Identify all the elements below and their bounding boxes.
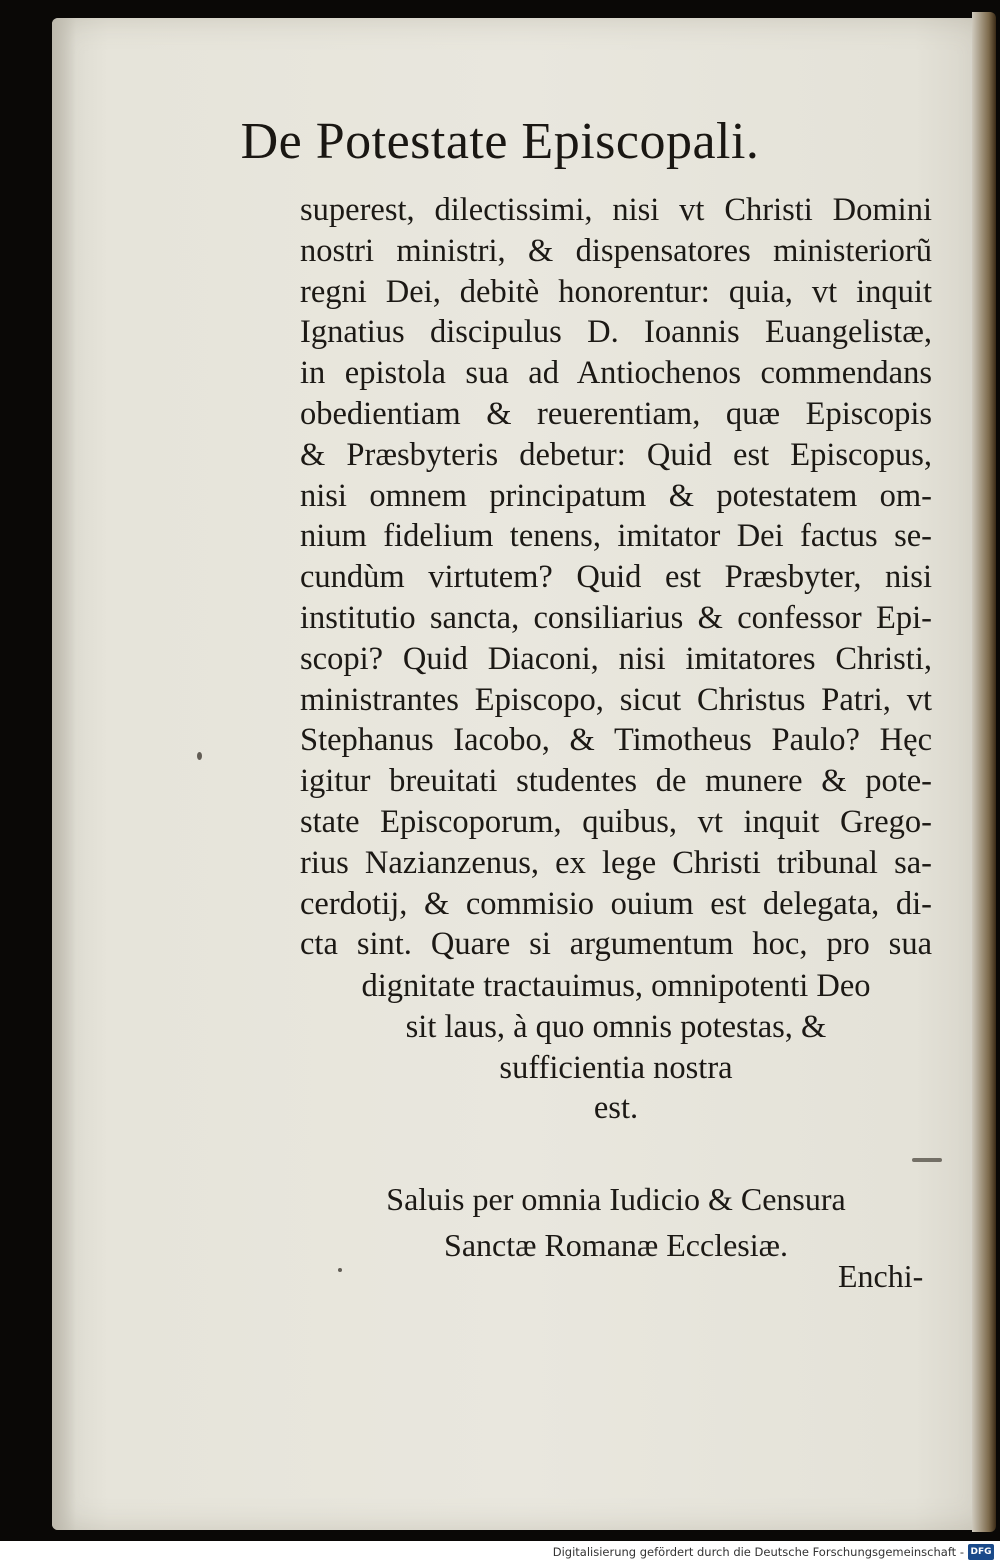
ink-mark	[197, 752, 202, 760]
text-line: ministrantes Episcopo, sicut Christus Patri, vt	[300, 681, 932, 718]
text-line: nisi omnem principatum & potestatem om-	[300, 477, 932, 514]
page-edge	[972, 12, 996, 1532]
text-line: institutio sancta, consiliarius & confessor Epi-	[300, 599, 932, 636]
text-line: est.	[593, 1090, 639, 1127]
text-line: sufficientia nostra	[499, 1049, 733, 1086]
ink-mark	[338, 1268, 342, 1272]
page-heading: De Potestate Episcopali.	[240, 113, 760, 170]
censura-line: Sanctæ Romanæ Ecclesiæ.	[444, 1227, 788, 1263]
text-line: dignitate tractauimus, omnipotenti Deo	[361, 968, 871, 1004]
text-line: nium fidelium tenens, imitator Dei factus se-	[300, 518, 932, 555]
text-line: regni Dei, debitè honorentur: quia, vt inquit	[300, 273, 932, 310]
text-line: Ignatius discipulus D. Ioannis Euangelistæ,	[300, 314, 932, 351]
text-line: cerdotij, & commisio ouium est delegata, di-	[300, 885, 932, 922]
censura-note	[300, 1176, 932, 1268]
text-line: sit laus, à quo omnis potestas, &	[405, 1008, 827, 1045]
dfg-logo: DFG	[968, 1544, 994, 1560]
text-line: cundùm virtutem? Quid est Præsbyter, nisi	[300, 559, 932, 596]
text-line: scopi? Quid Diaconi, nisi imitatores Christi,	[300, 640, 932, 677]
page-gutter-shadow	[52, 18, 76, 1530]
text-line: rius Nazianzenus, ex lege Christi tribunal sa-	[300, 844, 932, 881]
digitization-footer	[0, 1541, 1000, 1565]
text-line: & Præsbyteris debetur: Quid est Episcopus,	[300, 436, 932, 473]
body-text	[300, 190, 932, 965]
text-line: state Episcoporum, quibus, vt inquit Grego-	[300, 803, 932, 840]
text-line: igitur breuitati studentes de munere & pote-	[300, 763, 932, 800]
text-line: nostri ministri, & dispensatores ministeriorũ	[300, 232, 932, 269]
footer-credit: Digitalisierung gefördert durch die Deutsche Forschungsgemeinschaft -	[552, 1545, 964, 1559]
text-line: in epistola sua ad Antiochenos commendans	[300, 355, 932, 392]
catchword: Enchi-	[838, 1258, 924, 1294]
text-line: Stephanus Iacobo, & Timotheus Paulo? Hęc	[300, 722, 932, 759]
censura-line: Saluis per omnia Iudicio & Censura	[386, 1181, 846, 1217]
ink-mark	[912, 1158, 942, 1162]
closing-text	[300, 966, 932, 1129]
text-line: obedientiam & reuerentiam, quæ Episcopis	[300, 395, 932, 432]
text-line: cta sint. Quare si argumentum hoc, pro sua	[300, 926, 932, 963]
text-line: superest, dilectissimi, nisi vt Christi Domini	[300, 192, 932, 228]
